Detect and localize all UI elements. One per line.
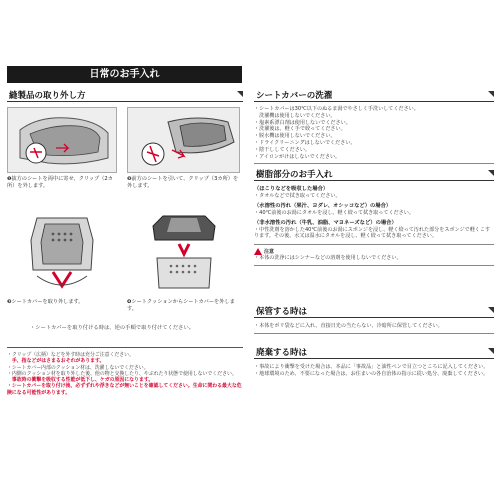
step2-number: ❷: [127, 176, 132, 182]
illustration-step4: [127, 210, 240, 296]
step4-text: シートクッションからシートカバーを外します。: [127, 299, 235, 312]
storage-text: ・本体をポリ袋などに入れ、直接日光の当たらない、冷暗所に保管してください。: [254, 323, 443, 329]
wash-bullet: 洗濯機は使用しないでください。: [254, 112, 336, 119]
illustration-step1: [7, 107, 117, 173]
resin-subheading: （ほこりなどを吸収した場合）: [254, 186, 329, 192]
section-resin-title: 樹脂部分のお手入れ: [256, 170, 333, 180]
warning-triangle-icon: [254, 248, 262, 255]
note-item: ・シートカバー内部のクッション材は、洗濯しないでください。: [7, 364, 149, 371]
reattach-note: ・シートカバーを取り付ける時は、逆の手順で取り付けてください。: [30, 325, 195, 331]
note-item-warning: 手、指などがはさまるおそれがあります。: [7, 358, 105, 365]
section-resin-heading: [254, 168, 494, 181]
step1-number: ❶: [7, 176, 12, 182]
wash-list: [254, 106, 494, 164]
section-arrow-icon: [488, 170, 494, 176]
section-arrow-icon: [488, 307, 494, 313]
step4-caption: [127, 299, 243, 313]
wash-bullet: ・塩素系漂白剤は使用しないでください。: [254, 119, 351, 126]
section-storage-heading: [254, 305, 494, 318]
section-arrow-icon: [488, 91, 494, 97]
section-wash-title: シートカバーの洗濯: [256, 91, 333, 101]
section-removal-heading: [7, 89, 243, 102]
wash-bullet: ・シートカバーは30℃以下のぬるま湯でやさしく手洗いしてください。: [254, 106, 419, 112]
note-item-warning: ・シートカバーを取り付け後、必ずずれや浮きなどが無いことを確認してください。生命に関わる最大な危険になる可能性があります。: [7, 383, 242, 396]
illustration-step2: [127, 107, 240, 173]
disposal-line: ・事故により衝撃を受けた場合は、本品に「事故品」と油性ペンで目立つところに記入してください。: [254, 364, 489, 370]
caution-label: 注意: [264, 249, 275, 256]
step2-diagram-icon: [128, 108, 240, 173]
caution-text: ・本体の洗浄にはシンナーなどの溶剤を使用しないでください。: [254, 255, 402, 262]
caution-row: [254, 244, 494, 255]
wash-bullet: ・洗濯後は、軽く手で絞ってください。: [254, 126, 346, 133]
wash-bullet: ・ドライクリーニングはしないでください。: [254, 139, 356, 146]
step3-diagram-icon: [7, 210, 117, 296]
section-disposal-title: 廃棄する時は: [256, 348, 308, 358]
section-wash-heading: [254, 89, 494, 102]
wash-bullet: ・アイロンがけはしないでください。: [254, 153, 341, 160]
step1-text: 抜方のシートを両中に寄せ、クリップ（2カ所）を外します。: [7, 176, 113, 189]
step4-diagram-icon: [127, 210, 240, 296]
resin-content: [254, 183, 494, 266]
step3-text: シートカバーを取り外します。: [11, 299, 84, 305]
caution-notes: [7, 347, 243, 396]
wash-bullet: ・脱水機は使用しないでください。: [254, 133, 336, 140]
resin-subheading: （非水溶性の汚れ（牛乳、油脂、マヨネーズなど）の場合）: [254, 219, 397, 226]
section-removal-title: 縫製品の取り外し方: [9, 91, 86, 101]
step2-caption: [127, 176, 243, 190]
illustration-step3: [7, 210, 117, 296]
resin-subheading: （水溶性の汚れ（果汁、ヨダレ、オシッコなど）の場合）: [254, 202, 392, 209]
section-arrow-icon: [488, 348, 494, 354]
step3-caption: [7, 299, 119, 306]
disposal-line: ・地球環境のため、不要になった場合は、お住まいの各自治体の指示に従い処分、廃棄してください。: [254, 370, 489, 377]
step1-diagram-icon: [8, 108, 117, 173]
step4-number: ❹: [127, 299, 132, 305]
wash-bullet: ・陰干ししてください。: [254, 146, 311, 153]
disposal-content: [254, 364, 494, 378]
note-item-warning: 事故時の衝撃を吸収する性能が低下し、ケガの原因になります。: [7, 377, 154, 384]
resin-bullet: ・タオルなどで拭き取ってください。: [254, 193, 341, 199]
storage-content: [254, 323, 494, 334]
note-item: ・クリップ（広柄）などを外す時は充分ご注意ください。: [7, 352, 134, 358]
note-item: ・内側のクッション材を取り外した後、他の物と交換したり、やぶれたり状態で使用しないでください。: [7, 370, 237, 377]
step3-number: ❸: [7, 299, 12, 305]
step2-text: 前方のシートを引いて、クリップ（3カ所）を外します。: [127, 176, 239, 189]
section-disposal-heading: [254, 346, 494, 359]
page-title: 日常のお手入れ: [7, 66, 242, 83]
resin-bullet: ・40℃前後のお湯にタオルを浸し、軽く絞って拭き取ってください。: [254, 209, 414, 216]
resin-bullet: ・中性洗剤を溶かした40℃前後のお湯にスポンジを浸し、軽く絞って汚れた部分をスポンジで軽くこすります。その後、水又は温水にタオルを浸し、軽く絞って拭き取ってください。: [254, 226, 491, 240]
section-storage-title: 保管する時は: [256, 307, 308, 317]
step1-caption: [7, 176, 119, 190]
section-arrow-icon: [237, 91, 243, 97]
